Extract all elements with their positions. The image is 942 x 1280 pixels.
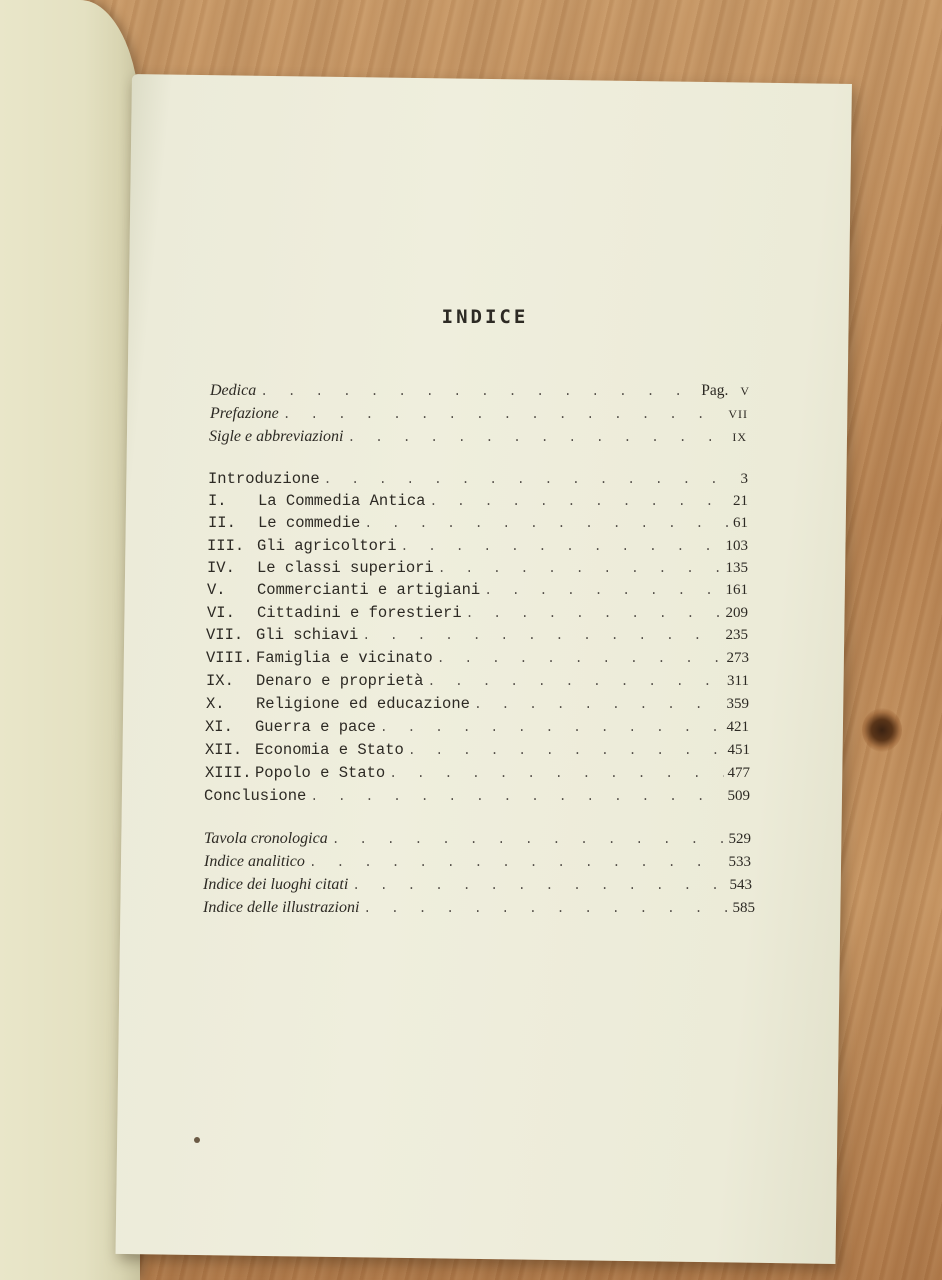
leader-dots: [401, 539, 722, 554]
toc-entry-label: Popolo e Stato: [255, 764, 386, 782]
toc-entry-number: IX.: [206, 672, 234, 690]
leader-dots: [438, 561, 722, 576]
toc-entry-chapter-13: [205, 764, 750, 786]
toc-entry-chapter-9: [206, 672, 749, 694]
toc-entry-page: 533: [728, 854, 751, 870]
toc-entry-label: Dedica: [210, 382, 257, 399]
leader-dots: [352, 878, 725, 893]
toc-entry-label: Le commedie: [258, 514, 361, 532]
toc-entry-chapter-3: [207, 537, 748, 559]
leader-dots: [429, 494, 729, 509]
toc-entry-page: 209: [725, 605, 748, 621]
leader-dots: [332, 832, 725, 847]
toc-entry-page: 359: [726, 696, 749, 712]
toc-entry-chapter-1: [208, 492, 748, 514]
leader-dots: [408, 743, 724, 758]
toc-entry-number: X.: [206, 695, 225, 713]
toc-entry-number: I.: [208, 492, 227, 510]
toc-entry-label: Prefazione: [210, 405, 279, 422]
toc-entry-page: 235: [725, 627, 748, 643]
toc-entry-number: XI.: [205, 718, 233, 736]
toc-entry-page: 311: [727, 673, 749, 689]
toc-entry-page: 421: [726, 719, 749, 735]
leader-dots: [427, 674, 723, 689]
toc-entry-label: Commercianti e artigiani: [257, 581, 481, 599]
toc-entry-label: Sigle e abbreviazioni: [209, 428, 344, 445]
toc-entry-chapter-11: [205, 718, 749, 740]
pag-prefix: Pag.: [701, 382, 729, 399]
toc-entry-label: Indice delle illustrazioni: [203, 899, 360, 916]
toc-entry-label: Tavola cronologica: [204, 830, 328, 847]
page-title: INDICE: [441, 306, 529, 328]
toc-entry-label: Introduzione: [208, 470, 320, 488]
toc-entry-label: Denaro e proprietà: [256, 672, 424, 690]
leader-dots: [260, 384, 697, 399]
toc-entry-number: VIII.: [206, 649, 253, 667]
toc-entry-page: 103: [725, 538, 748, 554]
toc-entry-label: Guerra e pace: [255, 718, 376, 736]
toc-entry-page: 509: [727, 788, 750, 804]
toc-entry-label: Conclusione: [204, 787, 307, 805]
toc-entry-indice-luoghi: [203, 876, 752, 898]
toc-entry-label: Indice dei luoghi citati: [203, 876, 349, 893]
toc-entry-page: 543: [729, 877, 752, 893]
toc-entry-chapter-2: [208, 514, 748, 536]
toc-entry-page: 529: [728, 831, 751, 847]
leader-dots: [362, 628, 721, 643]
toc-entry-label: La Commedia Antica: [258, 492, 426, 510]
toc-entry-conclusione: [204, 787, 750, 809]
toc-entry-page: VII: [728, 407, 748, 421]
leader-dots: [437, 651, 723, 666]
toc-entry-chapter-8: [206, 649, 749, 671]
toc-entry-number: II.: [208, 514, 236, 532]
toc-entry-number: V.: [207, 581, 226, 599]
toc-entry-indice-illustrazioni: [203, 899, 755, 921]
toc-entry-introduzione: [208, 470, 748, 492]
toc-entry-dedica: [210, 382, 750, 404]
leader-dots: [309, 855, 725, 870]
toc-entry-page: 21: [733, 493, 748, 509]
toc-entry-label: Gli schiavi: [256, 626, 359, 644]
toc-entry-label: Indice analitico: [204, 853, 305, 870]
leader-dots: [283, 407, 725, 422]
toc-entry-tavola: [204, 830, 751, 852]
toc-entry-page: 477: [727, 765, 750, 781]
leader-dots: [364, 516, 729, 531]
toc-entry-indice-analitico: [204, 853, 751, 875]
toc-entry-label: Economia e Stato: [255, 741, 404, 759]
toc-entry-label: Le classi superiori: [257, 559, 434, 577]
toc-entry-label: Famiglia e vicinato: [256, 649, 433, 667]
toc-entry-chapter-12: [205, 741, 750, 763]
toc-entry-page: 451: [727, 742, 750, 758]
toc-entry-number: VII.: [206, 626, 244, 644]
toc-entry-number: III.: [207, 537, 245, 555]
toc-entry-page: 273: [726, 650, 749, 666]
toc-entry-page: 3: [740, 471, 748, 487]
toc-entry-prefazione: [210, 405, 748, 427]
toc-entry-number: VI.: [207, 604, 235, 622]
toc-entry-page: 61: [733, 515, 748, 531]
toc-entry-number: XII.: [205, 741, 243, 759]
toc-entry-chapter-7: [206, 626, 748, 648]
toc-entry-label: Gli agricoltori: [257, 537, 397, 555]
toc-entry-chapter-6: [207, 604, 748, 626]
leader-dots: [484, 583, 721, 598]
toc-entry-label: Religione ed educazione: [256, 695, 470, 713]
toc-entry-chapter-4: [207, 559, 748, 581]
toc-entry-chapter-5: [207, 581, 748, 603]
toc-entry-chapter-10: [206, 695, 749, 717]
toc-entry-number: IV.: [207, 559, 235, 577]
toc-entry-label: Cittadini e forestieri: [257, 604, 462, 622]
leader-dots: [348, 430, 729, 445]
leader-dots: [466, 606, 722, 621]
toc-entry-page: 161: [725, 582, 748, 598]
toc-entry-sigle: [209, 428, 747, 450]
toc-entry-page: IX: [732, 430, 747, 444]
toc-entry-page: 135: [725, 560, 748, 576]
leader-dots: [389, 766, 723, 781]
leader-dots: [380, 720, 723, 735]
toc-entry-page: 585: [732, 900, 755, 916]
leader-dots: [310, 789, 723, 804]
toc-entry-page: V: [740, 384, 750, 398]
leader-dots: [363, 901, 728, 916]
leader-dots: [474, 697, 723, 712]
leader-dots: [324, 472, 737, 487]
toc-entry-number: XIII.: [205, 764, 252, 782]
